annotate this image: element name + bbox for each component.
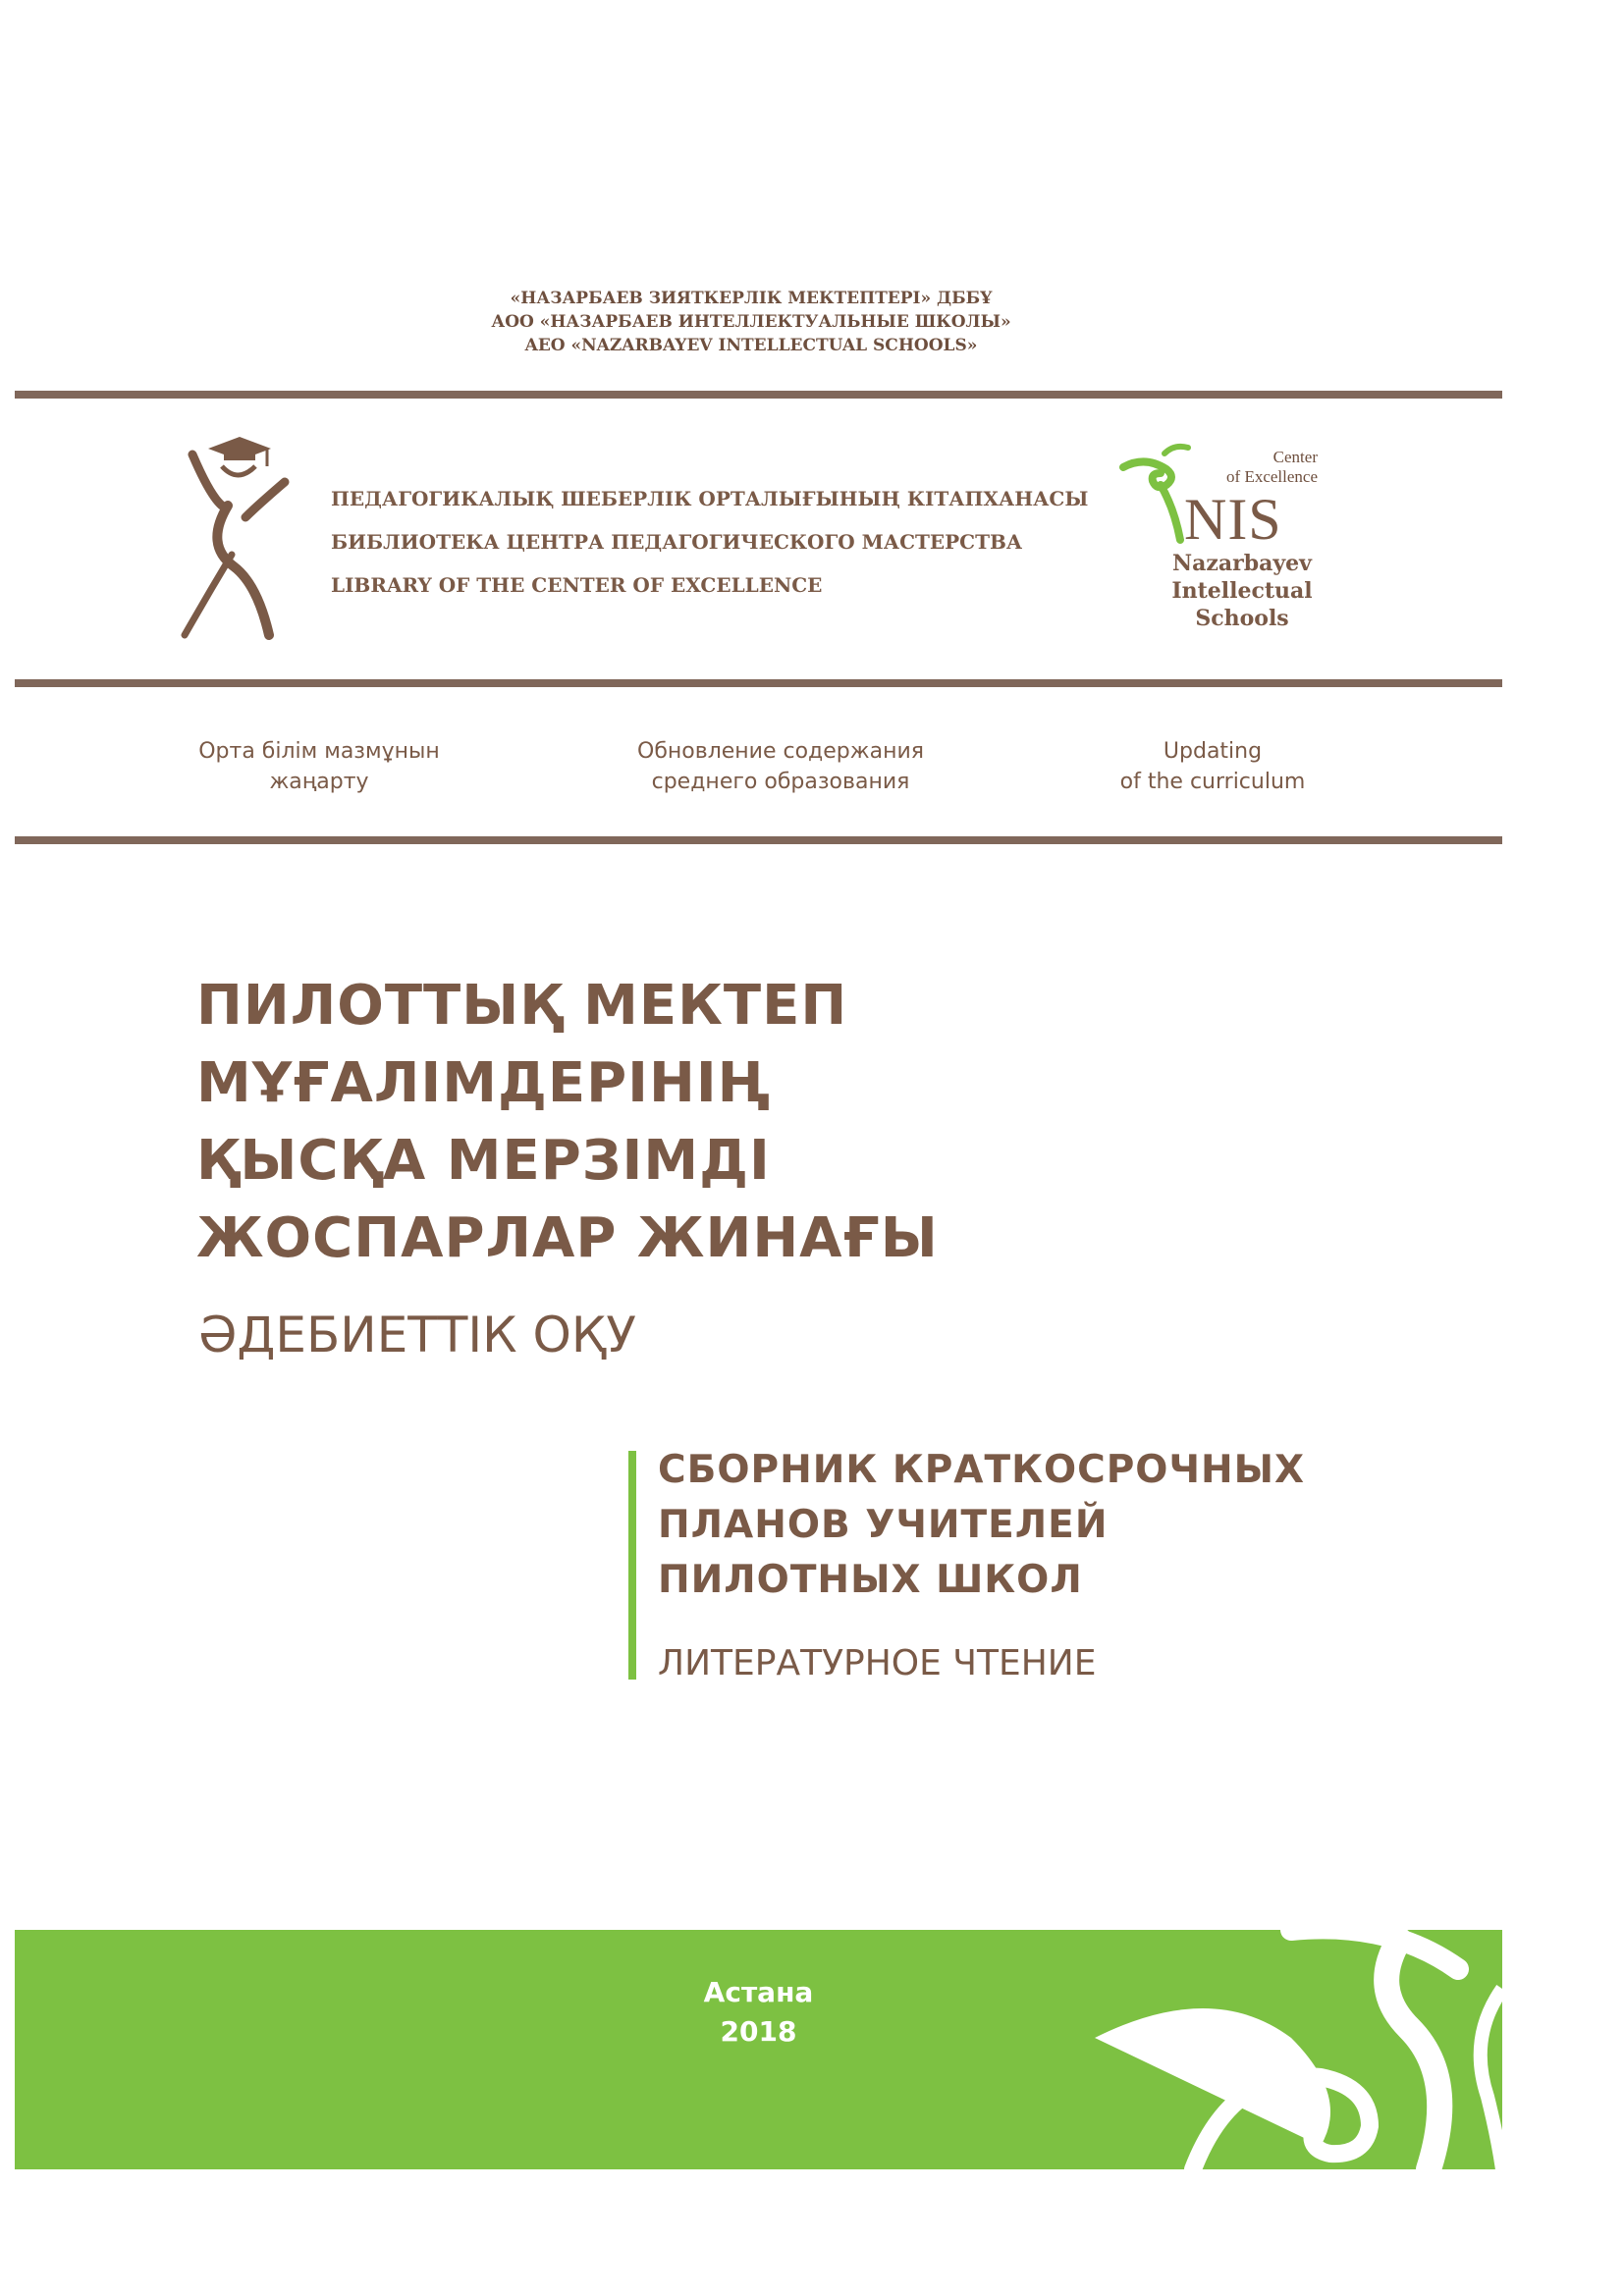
title-kz-line2: МҰҒАЛІМДЕРІНІҢ: [196, 1051, 772, 1115]
nis-name-line3: Schools: [1195, 606, 1289, 631]
subtitle-kz: ӘДЕБИЕТТІК ОҚУ: [198, 1307, 636, 1363]
publication-city: Астана: [703, 1976, 814, 2008]
publication-year: 2018: [720, 2015, 797, 2048]
title-kz-line4: ЖОСПАРЛАР ЖИНАҒЫ: [196, 1206, 939, 1270]
divider-top: [15, 391, 1502, 399]
library-title: [331, 477, 1088, 607]
center-of-excellence-label: [1200, 448, 1318, 487]
org-line-kz: «НАЗАРБАЕВ ЗИЯТКЕРЛІК МЕКТЕПТЕРІ» ДББҰ: [510, 289, 993, 308]
title-ru-line3: ПИЛОТНЫХ ШКОЛ: [658, 1558, 1083, 1602]
center-label-line1: Center: [1272, 448, 1318, 466]
library-line-en: LIBRARY OF THE CENTER OF EXCELLENCE: [331, 573, 823, 597]
slogan-en-line1: Updating: [1163, 739, 1263, 764]
accent-bar: [628, 1451, 636, 1680]
slogan-en-line2: of the curriculum: [1119, 770, 1306, 794]
publication-info: [0, 1973, 1517, 2052]
library-line-ru: БИБЛИОТЕКА ЦЕНТРА ПЕДАГОГИЧЕСКОГО МАСТЕРСТВА: [331, 530, 1023, 554]
center-label-line2: of Excellence: [1226, 467, 1318, 486]
organization-header: [0, 287, 1502, 357]
title-ru: [658, 1443, 1305, 1608]
library-line-kz: ПЕДАГОГИКАЛЫҚ ШЕБЕРЛІК ОРТАЛЫҒЫНЫҢ КІТАПХАНАСЫ: [331, 487, 1089, 510]
slogan-en: [1080, 736, 1345, 797]
slogan-ru: [599, 736, 962, 797]
main-title-kz: [196, 967, 939, 1277]
title-ru-line2: ПЛАНОВ УЧИТЕЛЕЙ: [658, 1503, 1109, 1547]
subtitle-ru: ЛИТЕРАТУРНОЕ ЧТЕНИЕ: [658, 1643, 1097, 1683]
slogan-kz-line2: жаңарту: [269, 770, 369, 794]
slogan-kz: [157, 736, 481, 797]
nis-full-name: [1149, 550, 1335, 632]
divider-bottom: [15, 836, 1502, 844]
title-kz-line3: ҚЫСҚА МЕРЗІМДІ: [196, 1129, 771, 1193]
slogan-kz-line1: Орта білім мазмұнын: [198, 739, 440, 764]
divider-middle: [15, 679, 1502, 687]
nis-abbreviation: NIS: [1184, 487, 1282, 552]
nis-name-line1: Nazarbayev: [1172, 551, 1312, 576]
slogan-ru-line1: Обновление содержания: [637, 739, 924, 764]
title-ru-line1: СБОРНИК КРАТКОСРОЧНЫХ: [658, 1448, 1306, 1492]
org-line-en: AEO «NAZARBAYEV INTELLECTUAL SCHOOLS»: [524, 336, 978, 355]
nis-name-line2: Intellectual: [1171, 578, 1313, 604]
org-line-ru: АОО «НАЗАРБАЕВ ИНТЕЛЛЕКТУАЛЬНЫЕ ШКОЛЫ»: [491, 312, 1011, 332]
center-of-excellence-logo-icon: [179, 427, 297, 641]
title-kz-line1: ПИЛОТТЫҚ МЕКТЕП: [196, 974, 848, 1038]
slogan-ru-line2: среднего образования: [651, 770, 910, 794]
